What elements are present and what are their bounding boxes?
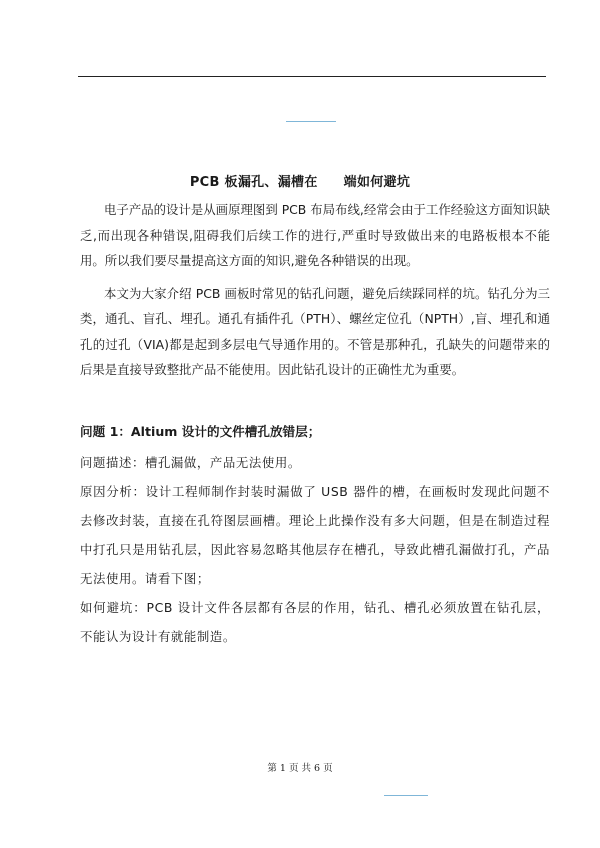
how-to-avoid: 如何避坑：PCB 设计文件各层都有各层的作用，钻孔、槽孔必须放置在钻孔层，不能认为设计有就能制造。 xyxy=(80,600,550,644)
problem-description: 问题描述：槽孔漏做，产品无法使用。 xyxy=(80,455,301,470)
header-rule xyxy=(78,76,546,77)
intro-paragraph-1: 电子产品的设计是从画原理图到 PCB 布局布线,经常会由于工作经验这方面知识缺乏,而出现各种错误,阻碍我们后续工作的进行,严重时导致做出来的电路板根本不能用。所以我们要尽量提高这方面的知识,避免各种错误的出现。 xyxy=(80,202,550,268)
cause-analysis: 原因分析：设计工程师制作封装时漏做了 USB 器件的槽，在画板时发现此问题不去修改封装，直接在孔符图层画槽。理论上此操作没有多大问题，但是在制造过程中打孔只是用钻孔层，因此容易忽略其他层存在槽孔，导致此槽孔漏做打孔，产品无法使用。请看下图； xyxy=(80,484,550,586)
section-1-heading: 问题 1：Altium 设计的文件槽孔放错层； xyxy=(80,424,321,439)
section-1-body xyxy=(80,448,550,651)
footer-blue-mark xyxy=(384,795,428,796)
title-part-2: 端如何避坑 xyxy=(343,175,411,190)
header-blue-mark xyxy=(286,121,336,122)
page-number-footer: 第 1 页 共 6 页 xyxy=(267,763,333,774)
document-title xyxy=(0,171,600,190)
intro-paragraph-2: 本文为大家介绍 PCB 画板时常见的钻孔问题，避免后续踩同样的坑。钻孔分为三类，通孔、盲孔、埋孔。通孔有插件孔（PTH）、螺丝定位孔（NPTH）,盲、埋孔和通孔的过孔（VIA)都是起到多层电气导通作用的。不管是那种孔，孔缺失的问题带来的后果是直接导致整批产品不能使用。因此钻孔设计的正确性尤为重要。 xyxy=(80,285,550,377)
title-part-1: PCB 板漏孔、漏槽在 xyxy=(189,175,318,190)
intro-section xyxy=(80,197,550,383)
